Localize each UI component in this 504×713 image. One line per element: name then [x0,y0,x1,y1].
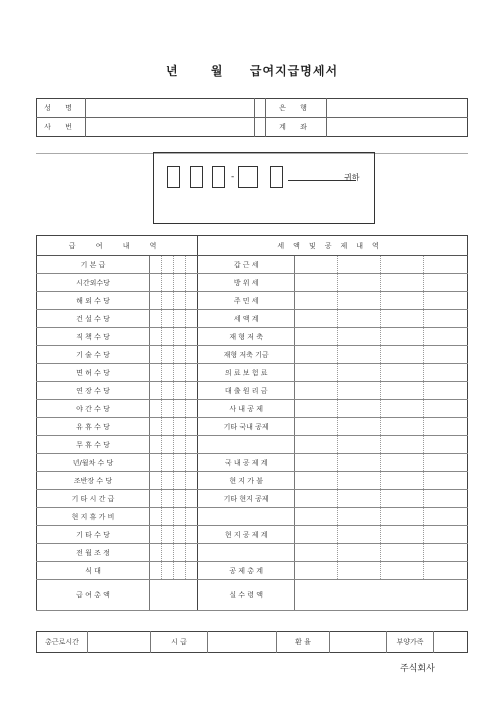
deduction-amount-cell[interactable] [338,418,381,436]
payroll-row [37,364,468,382]
earning-amount-cell[interactable] [162,400,174,418]
dependents-label: 부양가족 [387,632,434,653]
earning-amount-cell[interactable] [186,292,198,310]
deduction-amount-cell[interactable] [295,310,338,328]
earning-amount-cell[interactable] [162,364,174,382]
deduction-amount-cell[interactable] [295,292,338,310]
deduction-amount-cell[interactable] [424,256,468,274]
earning-amount-cell[interactable] [162,454,174,472]
earning-amount-cell[interactable] [186,274,198,292]
deduction-label: 재 형 저 축 [198,328,295,346]
earning-amount-cell[interactable] [162,310,174,328]
earning-amount-cell[interactable] [150,310,162,328]
earning-label: 기 타 수 당 [37,526,150,544]
earning-amount-cell[interactable] [186,454,198,472]
earning-amount-cell[interactable] [174,346,186,364]
earning-amount-cell[interactable] [174,436,186,454]
earning-amount-cell[interactable] [186,310,198,328]
earning-label: 전 월 조 정 [37,544,150,562]
footer-row [37,632,468,653]
earning-amount-cell[interactable] [150,454,162,472]
earning-amount-cell[interactable] [174,544,186,562]
earning-label: 면 허 수 당 [37,364,150,382]
deduction-amount-cell[interactable] [338,436,381,454]
earning-amount-cell[interactable] [186,400,198,418]
earning-label: 기 본 급 [37,256,150,274]
work-hours-field[interactable] [88,632,151,653]
earning-amount-cell[interactable] [150,472,162,490]
deduction-amount-cell[interactable] [381,490,424,508]
earning-amount-cell[interactable] [162,508,174,526]
deduction-amount-cell[interactable] [381,346,424,364]
earning-amount-cell[interactable] [150,274,162,292]
earning-amount-cell[interactable] [186,418,198,436]
earning-amount-cell[interactable] [174,310,186,328]
deduction-amount-cell[interactable] [295,526,338,544]
deduction-amount-cell[interactable] [424,472,468,490]
deduction-amount-cell[interactable] [295,256,338,274]
title-month: 월 [210,64,224,78]
earning-amount-cell[interactable] [174,274,186,292]
deduction-amount-cell[interactable] [338,490,381,508]
earning-amount-cell[interactable] [150,562,162,580]
deduction-amount-cell[interactable] [424,382,468,400]
payroll-table [36,235,468,611]
earning-amount-cell[interactable] [150,508,162,526]
earning-label: 직 책 수 당 [37,328,150,346]
payroll-row [37,562,468,580]
id-digit-box[interactable] [238,166,258,188]
deduction-amount-cell[interactable] [381,274,424,292]
payroll-row [37,292,468,310]
earning-amount-cell[interactable] [162,382,174,400]
payroll-row [37,490,468,508]
deduction-amount-cell[interactable] [424,436,468,454]
deduction-label: 기타 현지 공제 [198,490,295,508]
earning-amount-cell[interactable] [174,292,186,310]
earning-amount-cell[interactable] [150,526,162,544]
earnings-header: 급 여 내 역 [37,236,198,256]
payroll-row [37,328,468,346]
deduction-label: 사 내 공 제 [198,400,295,418]
earning-amount-cell[interactable] [186,382,198,400]
earning-amount-cell[interactable] [186,256,198,274]
earning-amount-cell[interactable] [174,526,186,544]
id-digit-box[interactable] [212,166,225,188]
payroll-row [37,274,468,292]
deduction-amount-cell[interactable] [424,526,468,544]
company-name: 주식회사 [400,664,435,674]
payroll-row [37,400,468,418]
deduction-amount-cell[interactable] [295,274,338,292]
earning-amount-cell[interactable] [174,364,186,382]
deduction-amount-cell[interactable] [295,382,338,400]
deduction-label: 갑 근 세 [198,256,295,274]
earning-label: 년/월차 수 당 [37,454,150,472]
deduction-label: 현 지 공 제 계 [198,526,295,544]
earning-label: 시간외수당 [37,274,150,292]
earning-amount-cell[interactable] [162,472,174,490]
earning-amount-cell[interactable] [162,526,174,544]
deduction-amount-cell[interactable] [338,328,381,346]
deduction-label [198,436,295,454]
title-doc: 급여지급명세서 [249,64,339,78]
deduction-amount-cell[interactable] [295,544,338,562]
deduction-label: 주 민 세 [198,292,295,310]
deduction-amount-cell[interactable] [295,418,338,436]
deduction-amount-cell[interactable] [338,292,381,310]
earning-label: 기 타 시 간 급 [37,490,150,508]
title-year: 년 [165,64,179,78]
earning-amount-cell[interactable] [150,292,162,310]
deduction-amount-cell[interactable] [338,274,381,292]
deduction-amount-cell[interactable] [338,364,381,382]
page-title [0,62,504,79]
deduction-amount-cell[interactable] [424,328,468,346]
earning-amount-cell[interactable] [162,436,174,454]
earning-amount-cell[interactable] [186,436,198,454]
deduction-amount-cell[interactable] [338,544,381,562]
deduction-amount-cell[interactable] [338,508,381,526]
earning-amount-cell[interactable] [174,454,186,472]
earning-label: 야 간 수 당 [37,400,150,418]
deduction-amount-cell[interactable] [424,292,468,310]
deduction-amount-cell[interactable] [381,418,424,436]
deduction-amount-cell[interactable] [424,364,468,382]
earning-amount-cell[interactable] [186,544,198,562]
earning-label: 식 대 [37,562,150,580]
deduction-amount-cell[interactable] [381,400,424,418]
deduction-amount-cell[interactable] [338,526,381,544]
deduction-amount-cell[interactable] [295,400,338,418]
deduction-amount-cell[interactable] [424,418,468,436]
net-pay-field[interactable] [295,580,468,611]
deduction-amount-cell[interactable] [295,346,338,364]
deduction-amount-cell[interactable] [338,256,381,274]
deduction-amount-cell[interactable] [424,346,468,364]
work-hours-label: 총근로시간 [37,632,88,653]
earning-amount-cell[interactable] [150,256,162,274]
deduction-amount-cell[interactable] [295,490,338,508]
deduction-amount-cell[interactable] [381,508,424,526]
deduction-label: 방 위 세 [198,274,295,292]
deduction-label: 세 액 계 [198,310,295,328]
deduction-amount-cell[interactable] [381,328,424,346]
earning-amount-cell[interactable] [186,490,198,508]
earning-amount-cell[interactable] [186,328,198,346]
earning-amount-cell[interactable] [162,256,174,274]
earning-amount-cell[interactable] [186,562,198,580]
earning-amount-cell[interactable] [186,346,198,364]
deduction-amount-cell[interactable] [424,400,468,418]
earning-amount-cell[interactable] [150,346,162,364]
earning-amount-cell[interactable] [186,472,198,490]
bank-field[interactable] [327,99,468,118]
earning-amount-cell[interactable] [186,526,198,544]
earning-amount-cell[interactable] [162,274,174,292]
earning-amount-cell[interactable] [150,418,162,436]
deduction-amount-cell[interactable] [295,508,338,526]
deduction-amount-cell[interactable] [381,310,424,328]
info-row [37,118,468,137]
earning-amount-cell[interactable] [174,400,186,418]
earning-amount-cell[interactable] [186,508,198,526]
earning-amount-cell[interactable] [174,508,186,526]
earning-amount-cell[interactable] [150,328,162,346]
deduction-amount-cell[interactable] [381,544,424,562]
earning-label: 기 술 수 당 [37,346,150,364]
earning-amount-cell[interactable] [162,328,174,346]
deduction-amount-cell[interactable] [424,310,468,328]
deduction-amount-cell[interactable] [338,562,381,580]
account-field[interactable] [327,118,468,137]
deductions-header: 세액및공제내역 [198,236,468,256]
deduction-amount-cell[interactable] [424,490,468,508]
earning-amount-cell[interactable] [150,544,162,562]
earning-label: 무 휴 수 당 [37,436,150,454]
earning-amount-cell[interactable] [162,292,174,310]
exchange-rate-label: 환 율 [277,632,330,653]
deduction-amount-cell[interactable] [381,454,424,472]
payroll-row [37,436,468,454]
deduction-amount-cell[interactable] [381,382,424,400]
earning-amount-cell[interactable] [162,562,174,580]
earning-amount-cell[interactable] [174,256,186,274]
name-label: 성 명 [37,99,86,118]
payroll-row [37,382,468,400]
deduction-amount-cell[interactable] [381,562,424,580]
earning-amount-cell[interactable] [162,490,174,508]
deduction-amount-cell[interactable] [295,436,338,454]
dependents-field[interactable] [434,632,468,653]
deduction-amount-cell[interactable] [338,400,381,418]
earning-label: 건 설 수 당 [37,310,150,328]
deduction-amount-cell[interactable] [338,472,381,490]
payroll-row [37,346,468,364]
id-number-box [153,152,375,224]
deduction-amount-cell[interactable] [424,544,468,562]
deduction-label: 의 료 보 험 료 [198,364,295,382]
deduction-amount-cell[interactable] [295,328,338,346]
deduction-label: 공 제 총 계 [198,562,295,580]
info-row [37,99,468,118]
deduction-label: 국 내 공 제 계 [198,454,295,472]
hourly-wage-field[interactable] [208,632,277,653]
earning-amount-cell[interactable] [174,382,186,400]
gross-pay-label: 급 여 총 액 [37,580,150,611]
earning-amount-cell[interactable] [186,364,198,382]
deduction-label [198,544,295,562]
earning-amount-cell[interactable] [150,436,162,454]
earning-label: 연 장 수 당 [37,382,150,400]
payroll-row [37,508,468,526]
employee-info-table [36,98,468,137]
deduction-amount-cell[interactable] [381,472,424,490]
recipient-suffix: 귀하 [344,173,360,182]
deduction-amount-cell[interactable] [295,454,338,472]
earning-amount-cell[interactable] [150,490,162,508]
deduction-amount-cell[interactable] [295,472,338,490]
deduction-amount-cell[interactable] [295,562,338,580]
earning-amount-cell[interactable] [174,472,186,490]
earning-amount-cell[interactable] [162,346,174,364]
id-digit-box[interactable] [270,166,283,188]
deduction-amount-cell[interactable] [424,562,468,580]
earning-amount-cell[interactable] [162,418,174,436]
earning-amount-cell[interactable] [150,364,162,382]
earning-amount-cell[interactable] [174,418,186,436]
deduction-amount-cell[interactable] [381,526,424,544]
earning-amount-cell[interactable] [174,490,186,508]
employee-number-field[interactable] [86,118,255,137]
earning-amount-cell[interactable] [162,544,174,562]
payroll-row [37,472,468,490]
earning-amount-cell[interactable] [174,562,186,580]
deduction-amount-cell[interactable] [381,436,424,454]
earning-amount-cell[interactable] [174,328,186,346]
deduction-amount-cell[interactable] [381,256,424,274]
payroll-row [37,454,468,472]
payroll-row [37,256,468,274]
exchange-rate-field[interactable] [330,632,387,653]
earning-label: 해 외 수 당 [37,292,150,310]
deduction-amount-cell[interactable] [338,310,381,328]
deduction-amount-cell[interactable] [381,292,424,310]
deduction-label: 기타 국내 공제 [198,418,295,436]
deduction-amount-cell[interactable] [424,454,468,472]
deduction-label: 대 출 원 리 금 [198,382,295,400]
deduction-amount-cell[interactable] [338,346,381,364]
payroll-row [37,544,468,562]
employee-number-label: 사 번 [37,118,86,137]
deduction-amount-cell[interactable] [381,364,424,382]
net-pay-label: 실 수 령 액 [198,580,295,611]
earning-amount-cell[interactable] [150,400,162,418]
deduction-amount-cell[interactable] [295,364,338,382]
earning-label: 조반장 수 당 [37,472,150,490]
deduction-amount-cell[interactable] [424,274,468,292]
deduction-amount-cell[interactable] [338,454,381,472]
earning-label: 유 휴 수 당 [37,418,150,436]
bank-label: 은 행 [266,99,327,118]
earning-label: 현 지 휴 가 비 [37,508,150,526]
header-row [37,236,468,256]
deduction-label: 재형 저축 기금 [198,346,295,364]
deduction-amount-cell[interactable] [338,382,381,400]
deduction-label [198,508,295,526]
deduction-amount-cell[interactable] [424,508,468,526]
footer-table [36,631,468,653]
id-digit-box[interactable] [190,166,203,188]
earning-amount-cell[interactable] [150,382,162,400]
payroll-row [37,418,468,436]
account-label: 계 좌 [266,118,327,137]
payroll-row [37,310,468,328]
name-field[interactable] [86,99,255,118]
deduction-label: 현 지 가 불 [198,472,295,490]
id-dash: - [231,172,235,182]
id-digit-box[interactable] [167,166,180,188]
gross-pay-field[interactable] [150,580,198,611]
totals-row [37,580,468,611]
payroll-row [37,526,468,544]
hourly-wage-label: 시 급 [151,632,208,653]
